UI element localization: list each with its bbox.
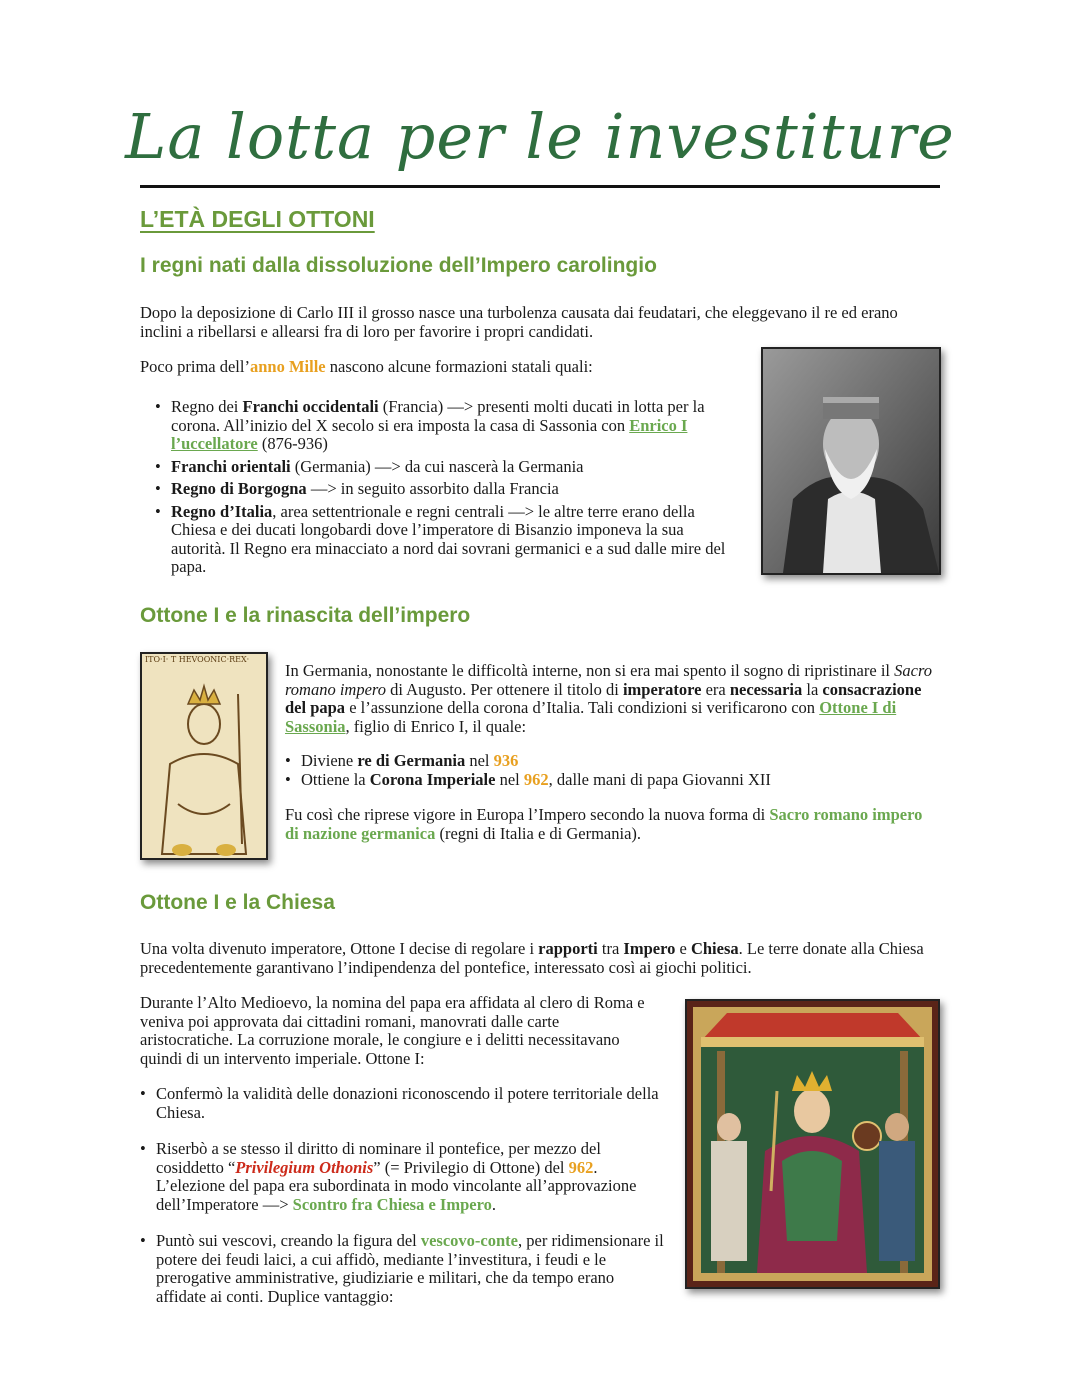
item-text: (876-936) (257, 434, 328, 453)
p-bold: necessaria (729, 679, 803, 699)
item-text: , area settentrionale e regni centrali —> le altre terre erano della Chiesa e dei ducati longobardi dove l’imperatore di Bisanzio imponeva la sua autorità. Il Regno era minacciato a nord dai sovrani germanici e a sud dalle mire del papa. (171, 501, 726, 576)
alto-medioevo-paragraph: Durante l’Alto Medioevo, la nomina del papa era affidata al clero di Roma e veniva poi approvata dai cittadini romani, manovrati dalle carte aristocratiche. La corruzione morale, le congiure e i delitti necessitavano quindi di un intervento imperiale. Ottone I: (140, 993, 645, 1068)
p-text: la (802, 679, 823, 699)
highlight-sacro-impero: Sacro romano impero di nazione germanica (285, 805, 923, 843)
item-text: , dalle mani di papa Giovanni XII (548, 769, 771, 789)
item-text: Confermò la validità delle donazioni riconoscendo il potere territoriale della Chiesa. (156, 1084, 659, 1122)
rapporti-paragraph (140, 940, 940, 977)
item-bold: Corona Imperiale (369, 769, 496, 789)
item-text: Diviene (301, 751, 358, 770)
p-text: In Germania, nonostante le difficoltà interne, non si era mai spento il sogno di ripristinare il (285, 661, 895, 680)
portrait-svg (763, 349, 939, 573)
p-text: , figlio di Enrico I, il quale: (345, 716, 527, 736)
list-item (285, 771, 940, 790)
item-bold: Franchi occidentali (242, 397, 379, 416)
highlight-scontro: Scontro fra Chiesa e Impero (292, 1194, 492, 1214)
portrait-engraving-icon (761, 347, 941, 575)
subheading-regni: I regni nati dalla dissoluzione dell’Impero carolingio (140, 254, 657, 277)
ottone-list (285, 752, 940, 793)
item-bold: Franchi orientali (171, 456, 291, 476)
p-bold: consacrazione del papa (285, 679, 922, 717)
p-text: tra (597, 939, 624, 958)
year-936: 936 (493, 751, 519, 770)
p-text: Fu così che riprese vigore in Europa l’Impero secondo la nuova forma di (285, 805, 770, 824)
item-text: . (491, 1194, 496, 1214)
p-bold: imperatore (622, 679, 702, 699)
p-italic: Sacro romano impero (285, 661, 933, 699)
image-caption: ITO·I· T HEVOONIC·REX· (145, 655, 250, 664)
intro-paragraph: Dopo la deposizione di Carlo III il grosso nasce una turbolenza causata dai feudatari, che eleggevano il re ed erano inclini a ribellarsi e allearsi fra di loro per favorire i propri candidati. (140, 303, 898, 341)
section-heading-ottoni: L’ETÀ DEGLI OTTONI (140, 206, 375, 232)
sacro-impero-paragraph (285, 806, 940, 843)
post-year-text: nascono alcune formazioni statali quali: (325, 357, 593, 376)
ottone-actions-list (140, 1085, 665, 1324)
item-text: nel (495, 769, 524, 789)
list-item (155, 480, 740, 499)
p-text: e l’assunzione della corona d’Italia. Tali condizioni si verificarono con (345, 698, 820, 717)
otto-drawing-icon (140, 652, 268, 860)
p-bold: Chiesa (690, 939, 739, 958)
item-text: ” (= Privilegio di Ottone) del (373, 1157, 569, 1177)
item-bold: Regno di Borgogna (171, 479, 307, 498)
section-heading-chiesa: Ottone I e la Chiesa (140, 891, 335, 914)
list-item (140, 1232, 665, 1306)
item-text: Puntò sui vescovi, creando la figura del (156, 1231, 421, 1250)
item-text: Ottiene la (301, 769, 370, 789)
p-text: e (675, 939, 691, 958)
list-item (155, 503, 740, 577)
list-item (285, 752, 940, 771)
item-text: , per ridimensionare il potere dei feudi laici, a cui affidò, mediante l’investitura, i feudi e le prerogative amministrative, giudiziarie e militari, che da tempo erano affidate ai conti. Duplice vantaggio: (156, 1231, 664, 1306)
item-bold: re di Germania (357, 751, 466, 770)
list-item (155, 458, 740, 477)
item-text: —> in seguito assorbito dalla Francia (306, 479, 559, 498)
anno-mille-paragraph (140, 358, 740, 377)
highlight-vescovo-conte: vescovo-conte (420, 1231, 518, 1250)
list-item (140, 1140, 665, 1214)
item-text: (Germania) —> da cui nascerà la Germania (290, 456, 584, 476)
item-bold: Regno d’Italia (171, 501, 273, 521)
section-heading-rinascita: Ottone I e la rinascita dell’impero (140, 604, 471, 627)
item-text: nel (465, 751, 494, 770)
year-962: 962 (523, 769, 549, 789)
ottone-paragraph (285, 662, 940, 736)
regni-list (155, 398, 740, 581)
item-text: (Francia) —> presenti molti ducati in lotta per la corona. All’inizio del X secolo si era imposta la casa di Sassonia con (171, 397, 705, 435)
page-title: La lotta per le investiture (125, 100, 955, 173)
item-text: Regno dei (171, 397, 243, 416)
item-text: . L’elezione del papa era subordinata in modo vincolante all’approvazione dell’Imperatore —> (156, 1157, 637, 1214)
year-962: 962 (568, 1157, 594, 1177)
item-text: Riserbò a se stesso il diritto di nominare il pontefice, per mezzo del cosiddetto “ (156, 1139, 601, 1177)
privilegium-othonis: Privilegium Othonis (235, 1157, 374, 1177)
link-ottone-i[interactable]: Ottone I di Sassonia (285, 698, 897, 736)
otto-miniature-svg (687, 1001, 938, 1287)
p-text: era (701, 679, 730, 699)
list-item (155, 398, 740, 454)
p-text: Una volta divenuto imperatore, Ottone I decise di regolare i (140, 939, 539, 958)
p-text: (regni di Italia e di Germania). (435, 823, 642, 843)
title-divider (140, 185, 940, 188)
p-text: . Le terre donate alla Chiesa precedentemente garantivano l’indipendenza del pontefice, interessato così ai giochi politici. (140, 939, 924, 977)
link-enrico-i[interactable]: Enrico I l’uccellatore (171, 415, 688, 453)
p-bold: Impero (623, 939, 676, 958)
list-item (140, 1085, 665, 1122)
otto-drawing-svg (142, 654, 266, 858)
year-anno-mille: anno Mille (249, 357, 326, 376)
pre-year-text: Poco prima dell’ (140, 357, 250, 376)
p-bold: rapporti (538, 939, 598, 958)
p-text: di Augusto. Per ottenere il titolo di (385, 679, 623, 699)
otto-miniature-icon (685, 999, 940, 1289)
